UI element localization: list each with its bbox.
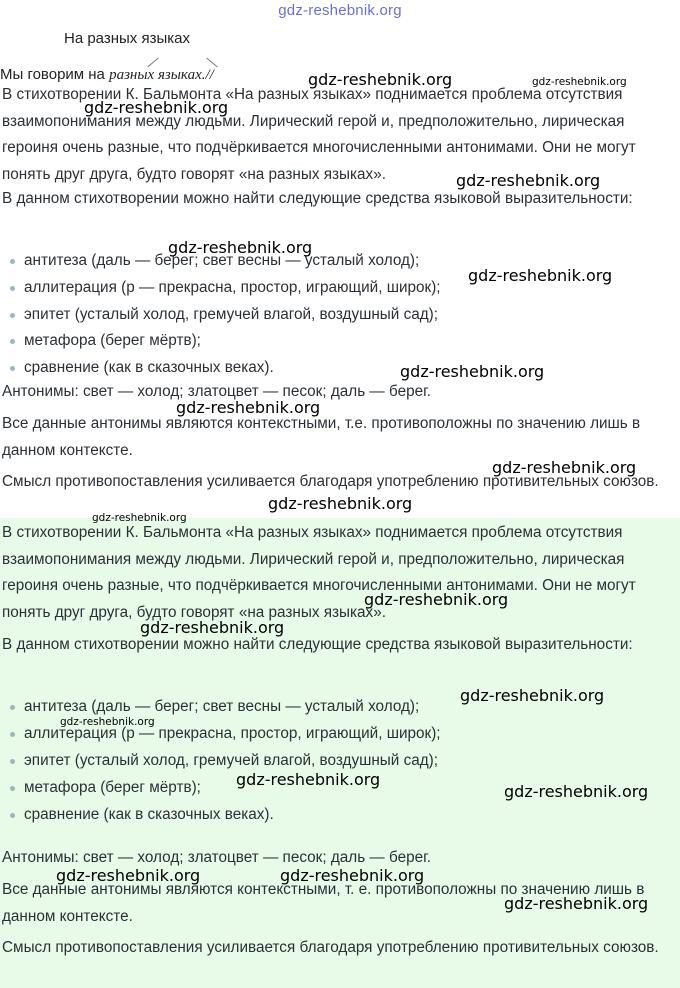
context-paragraph: Все данные антонимы являются контекстными, т. е. противоположны по значению лишь в данном контексте. xyxy=(2,881,645,925)
watermark: gdz-reshebnik.org xyxy=(468,266,613,285)
watermark: gdz-reshebnik.org xyxy=(140,618,285,637)
list-item: антитеза (даль — берег; свет весны — усталый холод); xyxy=(24,248,664,275)
bullet-icon xyxy=(10,705,15,710)
bullet-icon xyxy=(10,313,15,318)
bullet-icon xyxy=(10,366,15,371)
list-item: сравнение (как в сказочных веках). xyxy=(24,355,664,382)
bullet-icon xyxy=(10,813,15,818)
scheme-prefix: Мы говорим на xyxy=(0,66,110,83)
watermark: gdz-reshebnik.org xyxy=(400,362,545,381)
watermark: gdz-reshebnik.org xyxy=(492,458,637,477)
list-item: метафора (берег мёртв); xyxy=(24,775,664,802)
watermark: gdz-reshebnik.org xyxy=(532,76,627,88)
devices-paragraph: В данном стихотворении можно найти следующие средства языковой выразительности: xyxy=(2,636,633,653)
watermark: gdz-reshebnik.org xyxy=(364,590,509,609)
list-item: аллитерация (р — прекрасна, простор, играющий, широк); xyxy=(24,275,664,302)
watermark: gdz-reshebnik.org xyxy=(56,866,201,885)
list-item: эпитет (усталый холод, гремучей влагой, воздушный сад); xyxy=(24,302,664,329)
bullet-icon xyxy=(10,759,15,764)
answer-block-2 xyxy=(0,518,680,988)
watermark: gdz-reshebnik.org xyxy=(280,866,425,885)
bullet-icon xyxy=(10,286,15,291)
watermark: gdz-reshebnik.org xyxy=(176,398,321,417)
meaning-paragraph: Смысл противопоставления усиливается благодаря употреблению противительных союзов. xyxy=(2,473,659,490)
watermark: gdz-reshebnik.org xyxy=(268,494,413,513)
bullet-icon xyxy=(10,732,15,737)
intro-paragraph: В стихотворении К. Бальмонта «На разных языках» поднимается проблема отсутствия взаимопонимания между людьми. Лирический герой и, предположительно, лирическая героиня очень разные, что подчёркивается многочисленными антонимами. Они не могут понять друг друга, будто говорят «на разных языках». xyxy=(2,524,636,621)
watermark: gdz-reshebnik.org xyxy=(460,686,605,705)
watermark: gdz-reshebnik.org xyxy=(92,512,187,524)
watermark: gdz-reshebnik.org xyxy=(60,716,155,728)
list-item: эпитет (усталый холод, гремучей влагой, воздушный сад); xyxy=(24,748,664,775)
scheme-handwritten: разных языках.// xyxy=(109,67,214,83)
bullet-icon xyxy=(10,259,15,264)
antonyms-line: Антонимы: свет — холод; златоцвет — песок; даль — берег. xyxy=(2,849,432,866)
list-item: аллитерация (р — прекрасна, простор, играющий, широк); xyxy=(24,721,664,748)
context-paragraph: Все данные антонимы являются контекстными, т.е. противоположны по значению лишь в данном контексте. xyxy=(2,415,641,459)
watermark: gdz-reshebnik.org xyxy=(308,70,453,89)
scheme-title: На разных языках xyxy=(64,30,190,47)
watermark: gdz-reshebnik.org xyxy=(168,238,313,257)
site-header-link[interactable]: gdz-reshebnik.org xyxy=(278,2,402,19)
watermark: gdz-reshebnik.org xyxy=(84,98,229,117)
answer-block-1 xyxy=(0,82,680,520)
antonyms-line: Антонимы: свет — холод; златоцвет — песок; даль — берег. xyxy=(2,383,432,400)
list-item: сравнение (как в сказочных веках). xyxy=(24,802,664,829)
watermark: gdz-reshebnik.org xyxy=(504,782,649,801)
bullet-icon xyxy=(10,339,15,344)
list-item: метафора (берег мёртв); xyxy=(24,328,664,355)
watermark: gdz-reshebnik.org xyxy=(236,770,381,789)
watermark: gdz-reshebnik.org xyxy=(456,171,601,190)
intro-paragraph: В стихотворении К. Бальмонта «На разных языках» поднимается проблема отсутствия взаимопонимания между людьми. Лирический герой и, предположительно, лирическая героиня очень разные, что подчёркивается многочисленными антонимами. Они не могут понять друг друга, будто говорят «на разных языках». xyxy=(2,86,636,183)
list-item: антитеза (даль — берег; свет весны — усталый холод); xyxy=(24,694,664,721)
watermark: gdz-reshebnik.org xyxy=(504,894,649,913)
meaning-paragraph: Смысл противопоставления усиливается благодаря употреблению противительных союзов. xyxy=(2,939,659,956)
bullet-icon xyxy=(10,786,15,791)
devices-paragraph: В данном стихотворении можно найти следующие средства языковой выразительности: xyxy=(2,190,633,207)
